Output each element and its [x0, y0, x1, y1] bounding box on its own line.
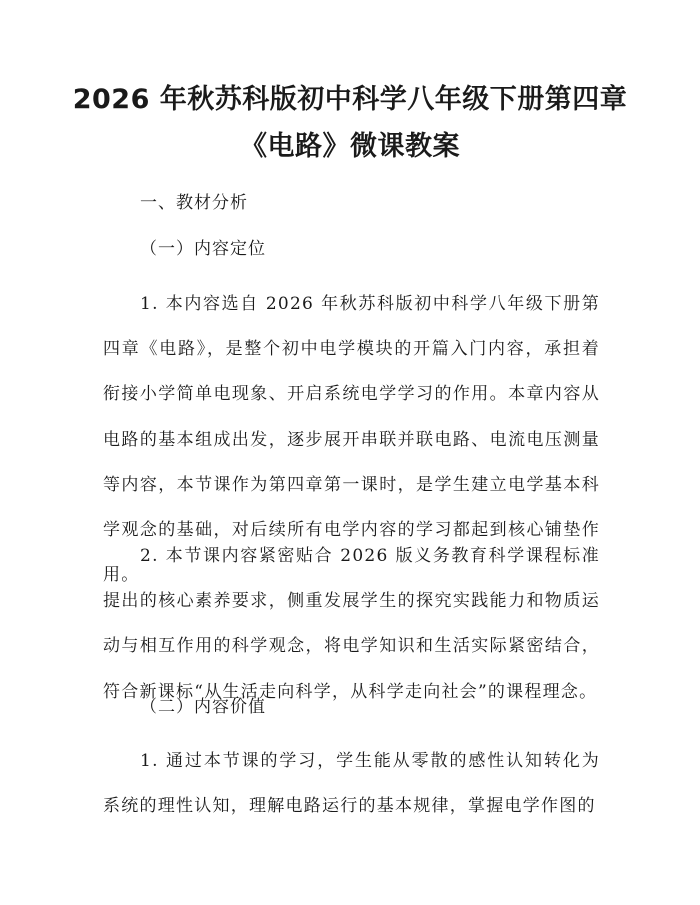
document-title-line1: 2026 年秋苏科版初中科学八年级下册第四章 — [72, 84, 628, 115]
subsection-heading-content-positioning: （一）内容定位 — [140, 239, 266, 259]
document-title-line2: 《电路》微课教案 — [240, 131, 460, 162]
subsection-heading-content-value: （二）内容价值 — [140, 697, 266, 717]
paragraph-content-source: 1. 本内容选自 2026 年秋苏科版初中科学八年级下册第四章《电路》，是整个初中电学模块的开篇入门内容，承担着衔接小学简单电现象、开启系统电学学习的作用。本章内容从电路的基本组成出发，逐步展开串联并联电路、电流电压测量等内容，本节课作为第四章第一课时，是学生建立电学基本科学观念的基础，对后续所有电学内容的学习都起到核心铺垫作用。 — [103, 294, 600, 586]
paragraph-learning-value: 1. 通过本节课的学习，学生能从零散的感性认知转化为系统的理性认知，理解电路运行的基本规律，掌握电学作图的 — [103, 751, 600, 817]
paragraph-curriculum-standard: 2. 本节课内容紧密贴合 2026 版义务教育科学课程标准提出的核心素养要求，侧重发展学生的探究实践能力和物质运动与相互作用的科学观念，将电学知识和生活实际紧密结合，符合新课标“从生活走向科学，从科学走向社会”的课程理念。 — [103, 546, 600, 702]
section-heading-textbook-analysis: 一、教材分析 — [140, 193, 248, 213]
